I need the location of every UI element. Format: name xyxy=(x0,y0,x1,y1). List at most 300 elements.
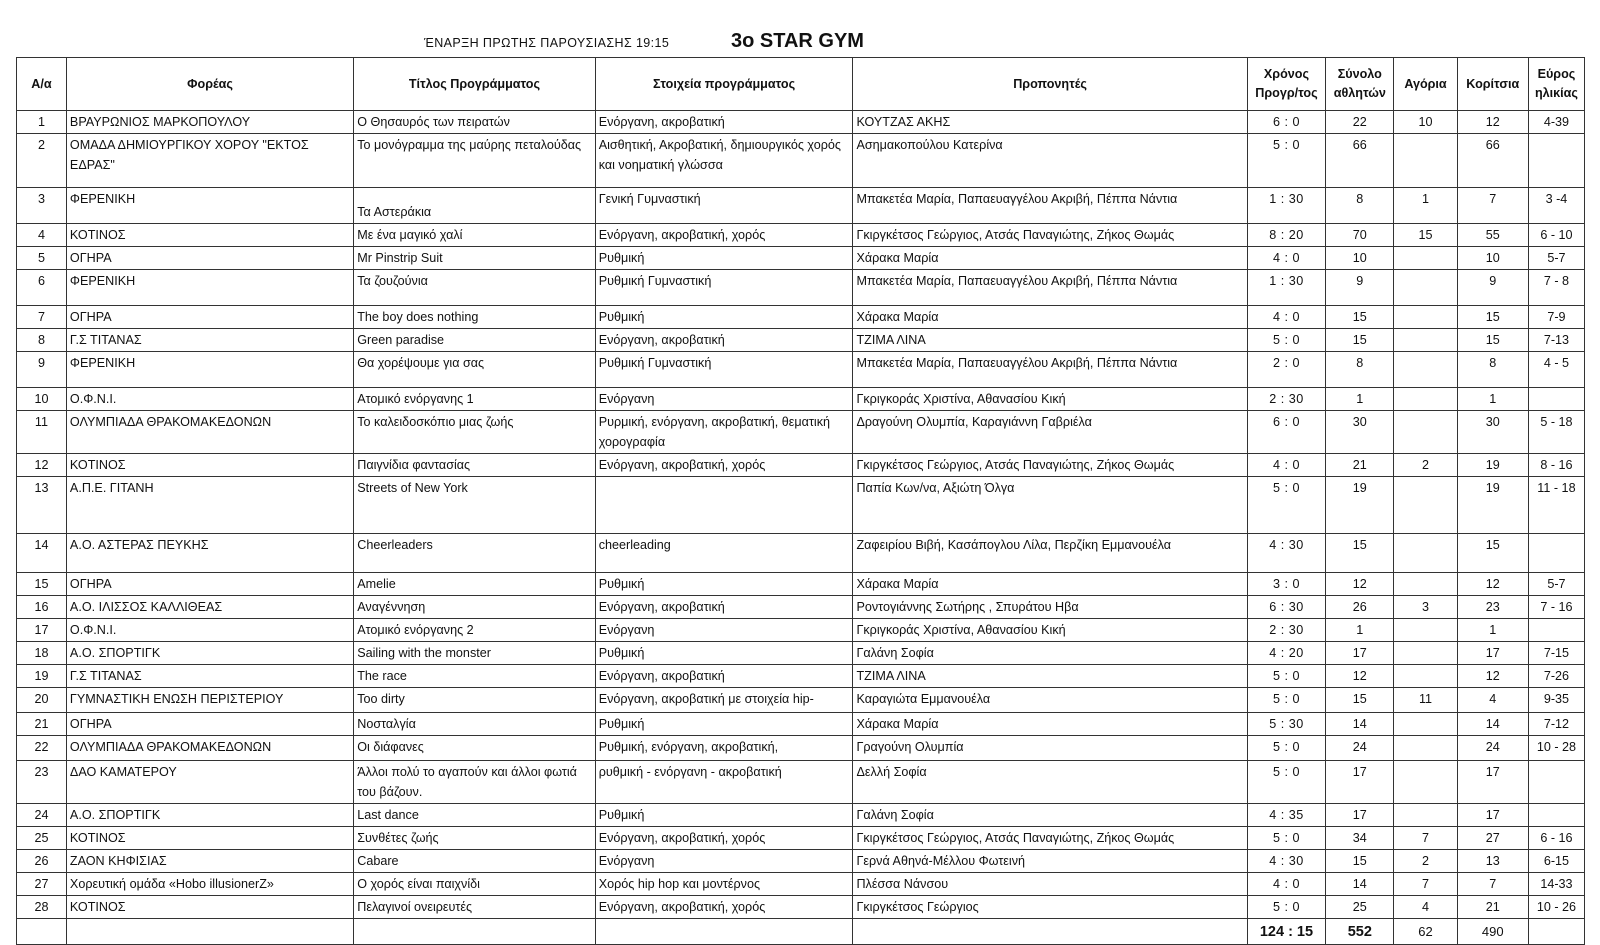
col-header-total: Σύνολο αθλητών xyxy=(1326,58,1394,111)
row-coaches: Γραγούνη Ολυμπία xyxy=(853,736,1247,761)
row-girls: 19 xyxy=(1457,477,1528,534)
row-time: 5 : 30 xyxy=(1247,713,1325,736)
row-program-title: Άλλοι πολύ το αγαπούν και άλλοι φωτιά του βάζουν. xyxy=(354,761,595,804)
row-coaches: ΚΟΥΤΖΑΣ ΑΚΗΣ xyxy=(853,111,1247,134)
row-total-athletes: 9 xyxy=(1326,270,1394,306)
row-total-athletes: 15 xyxy=(1326,850,1394,873)
row-age-range xyxy=(1528,134,1584,188)
row-total-athletes: 30 xyxy=(1326,411,1394,454)
row-program-elements: Χορός hip hop και μοντέρνος xyxy=(595,873,853,896)
row-time: 5 : 0 xyxy=(1247,827,1325,850)
row-coaches: Γερνά Αθηνά-Μέλλου Φωτεινή xyxy=(853,850,1247,873)
row-program-elements: Ενόργανη, ακροβατική, χορός xyxy=(595,454,853,477)
row-program-elements: Ενόργανη, ακροβατική xyxy=(595,329,853,352)
row-club: ΦΕΡΕΝΙΚΗ xyxy=(66,188,353,224)
col-header-num: Α/α xyxy=(17,58,67,111)
col-header-girls: Κορίτσια xyxy=(1457,58,1528,111)
row-num: 23 xyxy=(17,761,67,804)
row-girls: 27 xyxy=(1457,827,1528,850)
row-boys: 7 xyxy=(1394,873,1457,896)
row-num: 4 xyxy=(17,224,67,247)
row-total-athletes: 10 xyxy=(1326,247,1394,270)
row-girls: 17 xyxy=(1457,761,1528,804)
row-club: ΟΛΥΜΠΙΑΔΑ ΘΡΑΚΟΜΑΚΕΔΟΝΩΝ xyxy=(66,736,353,761)
row-num: 16 xyxy=(17,596,67,619)
row-age-range: 6-15 xyxy=(1528,850,1584,873)
row-boys: 1 xyxy=(1394,188,1457,224)
table-body xyxy=(17,111,1585,919)
table-row xyxy=(17,411,1585,454)
row-boys xyxy=(1394,388,1457,411)
row-boys: 11 xyxy=(1394,688,1457,713)
row-num: 21 xyxy=(17,713,67,736)
row-boys: 2 xyxy=(1394,454,1457,477)
row-time: 4 : 20 xyxy=(1247,642,1325,665)
row-total-athletes: 15 xyxy=(1326,306,1394,329)
col-header-coaches: Προπονητές xyxy=(853,58,1247,111)
row-total-athletes: 19 xyxy=(1326,477,1394,534)
event-title: 3o STAR GYM xyxy=(731,30,864,52)
row-total-athletes: 24 xyxy=(1326,736,1394,761)
table-row xyxy=(17,270,1585,306)
row-coaches: Χάρακα Μαρία xyxy=(853,247,1247,270)
row-club: Γ.Σ ΤΙΤΑΝΑΣ xyxy=(66,329,353,352)
row-boys: 3 xyxy=(1394,596,1457,619)
table-row xyxy=(17,596,1585,619)
row-girls: 17 xyxy=(1457,804,1528,827)
row-program-title: Το καλειδοσκόπιο μιας ζωής xyxy=(354,411,595,454)
row-program-elements: Ενόργανη, ακροβατική xyxy=(595,596,853,619)
row-total-athletes: 17 xyxy=(1326,804,1394,827)
row-age-range: 7-9 xyxy=(1528,306,1584,329)
table-row xyxy=(17,224,1585,247)
row-program-elements: Ενόργανη, ακροβατική, χορός xyxy=(595,827,853,850)
table-row xyxy=(17,352,1585,388)
row-boys: 10 xyxy=(1394,111,1457,134)
table-row xyxy=(17,761,1585,804)
row-coaches: Γκιργκέτσος Γεώργιος, Ατσάς Παναγιώτης, Ζήκος Θωμάς xyxy=(853,827,1247,850)
row-num: 2 xyxy=(17,134,67,188)
table-row xyxy=(17,247,1585,270)
row-age-range: 5-7 xyxy=(1528,573,1584,596)
row-girls: 4 xyxy=(1457,688,1528,713)
row-time: 6 : 0 xyxy=(1247,111,1325,134)
row-program-title: Τα ζουζούνια xyxy=(354,270,595,306)
row-club: Ο.Φ.Ν.Ι. xyxy=(66,619,353,642)
row-num: 24 xyxy=(17,804,67,827)
table-row xyxy=(17,534,1585,573)
totals-row xyxy=(17,919,1585,945)
row-program-elements: Αισθητική, Ακροβατική, δημιουργικός χορός και νοηματική γλώσσα xyxy=(595,134,853,188)
row-num: 20 xyxy=(17,688,67,713)
row-boys xyxy=(1394,804,1457,827)
row-total-athletes: 26 xyxy=(1326,596,1394,619)
row-total-athletes: 25 xyxy=(1326,896,1394,919)
row-program-title: Cheerleaders xyxy=(354,534,595,573)
table-row xyxy=(17,454,1585,477)
row-girls: 30 xyxy=(1457,411,1528,454)
row-coaches: Γκριγκοράς Χριστίνα, Αθανασίου Κική xyxy=(853,619,1247,642)
row-program-title: Green paradise xyxy=(354,329,595,352)
row-club: ΚΟΤΙΝΟΣ xyxy=(66,224,353,247)
row-girls: 15 xyxy=(1457,534,1528,573)
row-program-title: Sailing with the monster xyxy=(354,642,595,665)
row-girls: 7 xyxy=(1457,873,1528,896)
totals-girls: 490 xyxy=(1457,919,1528,945)
row-age-range: 6 - 16 xyxy=(1528,827,1584,850)
table-row xyxy=(17,804,1585,827)
row-program-title: Παιγνίδια φαντασίας xyxy=(354,454,595,477)
row-num: 1 xyxy=(17,111,67,134)
row-total-athletes: 15 xyxy=(1326,534,1394,573)
row-boys: 2 xyxy=(1394,850,1457,873)
table-row xyxy=(17,573,1585,596)
row-program-elements: Ρυθμική Γυμναστική xyxy=(595,270,853,306)
row-program-title: The boy does nothing xyxy=(354,306,595,329)
row-num: 22 xyxy=(17,736,67,761)
row-program-title: Mr Pinstrip Suit xyxy=(354,247,595,270)
table-row xyxy=(17,736,1585,761)
row-club: Α.Π.Ε. ΓΙΤΑΝΗ xyxy=(66,477,353,534)
row-girls: 23 xyxy=(1457,596,1528,619)
table-row xyxy=(17,896,1585,919)
col-header-age: Εύρος ηλικίας xyxy=(1528,58,1584,111)
row-program-elements: Ρυθμική xyxy=(595,642,853,665)
row-time: 2 : 0 xyxy=(1247,352,1325,388)
row-num: 18 xyxy=(17,642,67,665)
row-coaches: Γαλάνη Σοφία xyxy=(853,642,1247,665)
row-coaches: Γκιργκέτσος Γεώργιος, Ατσάς Παναγιώτης, Ζήκος Θωμάς xyxy=(853,454,1247,477)
row-age-range: 7-12 xyxy=(1528,713,1584,736)
table-row xyxy=(17,329,1585,352)
row-boys xyxy=(1394,329,1457,352)
row-num: 3 xyxy=(17,188,67,224)
row-girls: 12 xyxy=(1457,111,1528,134)
row-club: Α.Ο. ΣΠΟΡΤΙΓΚ xyxy=(66,804,353,827)
row-girls: 55 xyxy=(1457,224,1528,247)
row-club: Α.Ο. ΑΣΤΕΡΑΣ ΠΕΥΚΗΣ xyxy=(66,534,353,573)
row-program-elements: Ρυρμική, ενόργανη, ακροβατική, θεματική χορογραφία xyxy=(595,411,853,454)
totals-empty-cell xyxy=(354,919,595,945)
table-row xyxy=(17,665,1585,688)
totals-empty-cell xyxy=(853,919,1247,945)
row-time: 4 : 0 xyxy=(1247,247,1325,270)
row-girls: 17 xyxy=(1457,642,1528,665)
row-time: 6 : 30 xyxy=(1247,596,1325,619)
row-total-athletes: 21 xyxy=(1326,454,1394,477)
row-num: 12 xyxy=(17,454,67,477)
row-num: 28 xyxy=(17,896,67,919)
row-girls: 66 xyxy=(1457,134,1528,188)
totals-empty-cell xyxy=(17,919,67,945)
row-time: 1 : 30 xyxy=(1247,188,1325,224)
row-num: 19 xyxy=(17,665,67,688)
row-total-athletes: 12 xyxy=(1326,665,1394,688)
row-num: 9 xyxy=(17,352,67,388)
row-time: 5 : 0 xyxy=(1247,688,1325,713)
row-girls: 12 xyxy=(1457,573,1528,596)
row-coaches: Γκιργκέτσος Γεώργιος, Ατσάς Παναγιώτης, Ζήκος Θωμάς xyxy=(853,224,1247,247)
row-total-athletes: 12 xyxy=(1326,573,1394,596)
table-row xyxy=(17,688,1585,713)
row-age-range: 8 - 16 xyxy=(1528,454,1584,477)
row-coaches: Γκριγκοράς Χριστίνα, Αθανασίου Κική xyxy=(853,388,1247,411)
totals-empty-cell xyxy=(595,919,853,945)
row-boys: 15 xyxy=(1394,224,1457,247)
row-time: 2 : 30 xyxy=(1247,388,1325,411)
row-total-athletes: 1 xyxy=(1326,619,1394,642)
row-time: 4 : 0 xyxy=(1247,873,1325,896)
row-program-elements: Ενόργανη xyxy=(595,619,853,642)
row-club: ΟΜΑΔΑ ΔΗΜΙΟΥΡΓΙΚΟΥ ΧΟΡΟΥ "ΕΚΤΟΣ ΕΔΡΑΣ" xyxy=(66,134,353,188)
row-boys xyxy=(1394,736,1457,761)
row-age-range: 7 - 8 xyxy=(1528,270,1584,306)
table-row xyxy=(17,850,1585,873)
row-coaches: Χάρακα Μαρία xyxy=(853,573,1247,596)
row-club: Α.Ο. ΙΛΙΣΣΟΣ ΚΑΛΛΙΘΕΑΣ xyxy=(66,596,353,619)
row-boys xyxy=(1394,411,1457,454)
row-total-athletes: 66 xyxy=(1326,134,1394,188)
row-age-range: 5 - 18 xyxy=(1528,411,1584,454)
row-age-range: 7-13 xyxy=(1528,329,1584,352)
table-header-row xyxy=(17,58,1585,111)
row-program-title: Συνθέτες ζωής xyxy=(354,827,595,850)
row-time: 4 : 0 xyxy=(1247,306,1325,329)
row-time: 5 : 0 xyxy=(1247,477,1325,534)
row-program-elements: Ρυθμική xyxy=(595,573,853,596)
col-header-program-title: Τίτλος Προγράμματος xyxy=(354,58,595,111)
row-program-elements: Ενόργανη xyxy=(595,388,853,411)
row-club: Χορευτική ομάδα «Hobo illusionerZ» xyxy=(66,873,353,896)
row-time: 5 : 0 xyxy=(1247,761,1325,804)
row-program-title: Αναγέννηση xyxy=(354,596,595,619)
row-total-athletes: 14 xyxy=(1326,873,1394,896)
row-program-title: Νοσταλγία xyxy=(354,713,595,736)
program-table xyxy=(16,57,1585,945)
row-club: ΟΓΗΡΑ xyxy=(66,306,353,329)
row-program-elements: Ρυθμική xyxy=(595,804,853,827)
row-time: 5 : 0 xyxy=(1247,329,1325,352)
row-coaches: Γαλάνη Σοφία xyxy=(853,804,1247,827)
row-num: 13 xyxy=(17,477,67,534)
row-age-range: 11 - 18 xyxy=(1528,477,1584,534)
table-row xyxy=(17,134,1585,188)
row-age-range: 7-26 xyxy=(1528,665,1584,688)
table-row xyxy=(17,873,1585,896)
row-girls: 12 xyxy=(1457,665,1528,688)
row-program-elements: ρυθμική - ενόργανη - ακροβατική xyxy=(595,761,853,804)
row-boys xyxy=(1394,761,1457,804)
row-age-range xyxy=(1528,761,1584,804)
totals-empty-cell xyxy=(1528,919,1584,945)
row-boys xyxy=(1394,642,1457,665)
row-num: 7 xyxy=(17,306,67,329)
row-program-title: Με ένα μαγικό χαλί xyxy=(354,224,595,247)
row-program-elements xyxy=(595,477,853,534)
row-girls: 7 xyxy=(1457,188,1528,224)
row-girls: 9 xyxy=(1457,270,1528,306)
row-coaches: Μπακετέα Μαρία, Παπαευαγγέλου Ακριβή, Πέππα Νάντια xyxy=(853,270,1247,306)
row-age-range: 4-39 xyxy=(1528,111,1584,134)
row-age-range xyxy=(1528,804,1584,827)
row-program-elements: Ενόργανη, ακροβατική, χορός xyxy=(595,896,853,919)
totals-athletes: 552 xyxy=(1326,919,1394,945)
row-coaches: Χάρακα Μαρία xyxy=(853,306,1247,329)
row-num: 25 xyxy=(17,827,67,850)
row-num: 8 xyxy=(17,329,67,352)
row-time: 4 : 35 xyxy=(1247,804,1325,827)
row-girls: 24 xyxy=(1457,736,1528,761)
row-time: 1 : 30 xyxy=(1247,270,1325,306)
row-club: Α.Ο. ΣΠΟΡΤΙΓΚ xyxy=(66,642,353,665)
row-program-title: Streets of New York xyxy=(354,477,595,534)
row-total-athletes: 22 xyxy=(1326,111,1394,134)
row-boys: 7 xyxy=(1394,827,1457,850)
row-program-title: Last dance xyxy=(354,804,595,827)
row-program-elements: Γενική Γυμναστική xyxy=(595,188,853,224)
row-boys xyxy=(1394,534,1457,573)
row-num: 15 xyxy=(17,573,67,596)
row-program-elements: Ενόργανη xyxy=(595,850,853,873)
row-age-range: 6 - 10 xyxy=(1528,224,1584,247)
row-club: ΚΟΤΙΝΟΣ xyxy=(66,896,353,919)
row-num: 11 xyxy=(17,411,67,454)
col-header-program-elements: Στοιχεία προγράμματος xyxy=(595,58,853,111)
row-time: 4 : 30 xyxy=(1247,850,1325,873)
table-row xyxy=(17,642,1585,665)
row-num: 10 xyxy=(17,388,67,411)
row-program-title: Too dirty xyxy=(354,688,595,713)
row-club: ΚΟΤΙΝΟΣ xyxy=(66,827,353,850)
row-coaches: Παπία Κων/να, Αξιώτη Όλγα xyxy=(853,477,1247,534)
row-coaches: Ροντογιάννης Σωτήρης , Σπυράτου Ηβα xyxy=(853,596,1247,619)
table-row xyxy=(17,619,1585,642)
col-header-boys: Αγόρια xyxy=(1394,58,1457,111)
row-girls: 14 xyxy=(1457,713,1528,736)
row-club: ΟΓΗΡΑ xyxy=(66,713,353,736)
row-program-elements: Ρυθμική xyxy=(595,247,853,270)
row-age-range: 7-15 xyxy=(1528,642,1584,665)
row-coaches: ΤΖΙΜΑ ΛΙΝΑ xyxy=(853,665,1247,688)
row-coaches: Πλέσσα Νάνσου xyxy=(853,873,1247,896)
row-coaches: Χάρακα Μαρία xyxy=(853,713,1247,736)
row-coaches: Δελλή Σοφία xyxy=(853,761,1247,804)
row-time: 3 : 0 xyxy=(1247,573,1325,596)
row-club: ΟΓΗΡΑ xyxy=(66,573,353,596)
row-total-athletes: 15 xyxy=(1326,329,1394,352)
row-total-athletes: 8 xyxy=(1326,352,1394,388)
row-total-athletes: 17 xyxy=(1326,642,1394,665)
row-program-title: Οι διάφανες xyxy=(354,736,595,761)
row-girls: 10 xyxy=(1457,247,1528,270)
row-program-elements: Ρυθμική, ενόργανη, ακροβατική, xyxy=(595,736,853,761)
row-coaches: Δραγούνη Ολυμπία, Καραγιάννη Γαβριέλα xyxy=(853,411,1247,454)
row-age-range: 10 - 26 xyxy=(1528,896,1584,919)
totals-time: 124 : 15 xyxy=(1247,919,1325,945)
start-time-label: ΈΝΑΡΞΗ ΠΡΩΤΗΣ ΠΑΡΟΥΣΙΑΣΗΣ 19:15 xyxy=(424,36,670,50)
row-girls: 19 xyxy=(1457,454,1528,477)
row-club: ΓΥΜΝΑΣΤΙΚΗ ΕΝΩΣΗ ΠΕΡΙΣΤΕΡΙΟΥ xyxy=(66,688,353,713)
row-age-range: 10 - 28 xyxy=(1528,736,1584,761)
table-row xyxy=(17,188,1585,224)
row-num: 27 xyxy=(17,873,67,896)
row-boys xyxy=(1394,713,1457,736)
row-boys xyxy=(1394,352,1457,388)
row-club: Γ.Σ ΤΙΤΑΝΑΣ xyxy=(66,665,353,688)
row-time: 5 : 0 xyxy=(1247,665,1325,688)
row-boys xyxy=(1394,573,1457,596)
row-num: 6 xyxy=(17,270,67,306)
row-coaches: Μπακετέα Μαρία, Παπαευαγγέλου Ακριβή, Πέππα Νάντια xyxy=(853,188,1247,224)
row-coaches: Μπακετέα Μαρία, Παπαευαγγέλου Ακριβή, Πέππα Νάντια xyxy=(853,352,1247,388)
row-program-title: Το μονόγραμμα της μαύρης πεταλούδας xyxy=(354,134,595,188)
row-program-title: Πελαγινοί ονειρευτές xyxy=(354,896,595,919)
row-age-range: 14-33 xyxy=(1528,873,1584,896)
row-total-athletes: 8 xyxy=(1326,188,1394,224)
row-time: 4 : 0 xyxy=(1247,454,1325,477)
col-header-club: Φορέας xyxy=(66,58,353,111)
row-num: 14 xyxy=(17,534,67,573)
row-total-athletes: 15 xyxy=(1326,688,1394,713)
row-age-range: 9-35 xyxy=(1528,688,1584,713)
row-program-elements: Ενόργανη, ακροβατική xyxy=(595,665,853,688)
col-header-time: Χρόνος Προγρ/τος xyxy=(1247,58,1325,111)
row-age-range xyxy=(1528,619,1584,642)
row-num: 17 xyxy=(17,619,67,642)
row-num: 26 xyxy=(17,850,67,873)
row-age-range: 5-7 xyxy=(1528,247,1584,270)
row-program-elements: Ρυθμική xyxy=(595,713,853,736)
row-time: 8 : 20 xyxy=(1247,224,1325,247)
row-age-range: 3 -4 xyxy=(1528,188,1584,224)
row-program-title: Ο χορός είναι παιχνίδι xyxy=(354,873,595,896)
row-coaches: ΤΖΙΜΑ ΛΙΝΑ xyxy=(853,329,1247,352)
table-row xyxy=(17,111,1585,134)
row-program-elements: Ενόργανη, ακροβατική xyxy=(595,111,853,134)
table-row xyxy=(17,306,1585,329)
row-program-title: Amelie xyxy=(354,573,595,596)
table-row xyxy=(17,713,1585,736)
document-header xyxy=(0,30,1600,58)
row-coaches: Ζαφειρίου Βιβή, Κασάπογλου Λίλα, Περζίκη Εμμανουέλα xyxy=(853,534,1247,573)
row-age-range: 7 - 16 xyxy=(1528,596,1584,619)
row-program-title: Θα χορέψουμε για σας xyxy=(354,352,595,388)
row-girls: 1 xyxy=(1457,619,1528,642)
row-age-range xyxy=(1528,534,1584,573)
row-total-athletes: 70 xyxy=(1326,224,1394,247)
row-coaches: Ασημακοπούλου Κατερίνα xyxy=(853,134,1247,188)
row-club: ΔΑΟ ΚΑΜΑΤΕΡΟΥ xyxy=(66,761,353,804)
row-program-elements: Ενόργανη, ακροβατική με στοιχεία hip- xyxy=(595,688,853,713)
row-club: ΦΕΡΕΝΙΚΗ xyxy=(66,270,353,306)
row-boys xyxy=(1394,477,1457,534)
row-boys xyxy=(1394,619,1457,642)
row-boys xyxy=(1394,134,1457,188)
row-club: ΟΓΗΡΑ xyxy=(66,247,353,270)
row-girls: 1 xyxy=(1457,388,1528,411)
row-program-elements: Ενόργανη, ακροβατική, χορός xyxy=(595,224,853,247)
row-total-athletes: 34 xyxy=(1326,827,1394,850)
row-time: 5 : 0 xyxy=(1247,896,1325,919)
row-girls: 8 xyxy=(1457,352,1528,388)
row-club: ΖΑΟΝ ΚΗΦΙΣΙΑΣ xyxy=(66,850,353,873)
row-girls: 15 xyxy=(1457,329,1528,352)
row-coaches: Καραγιώτα Εμμανουέλα xyxy=(853,688,1247,713)
row-boys xyxy=(1394,270,1457,306)
row-time: 5 : 0 xyxy=(1247,134,1325,188)
row-boys xyxy=(1394,306,1457,329)
row-club: ΦΕΡΕΝΙΚΗ xyxy=(66,352,353,388)
